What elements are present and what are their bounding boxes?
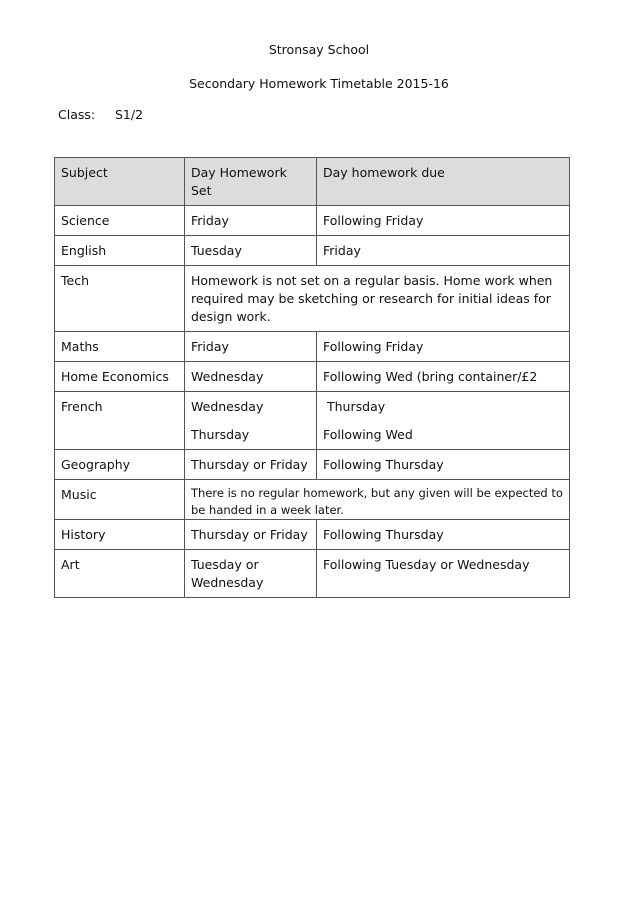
school-name: Stronsay School <box>268 42 370 57</box>
due-day-1: Thursday <box>327 399 386 414</box>
set-cell: Wednesday <box>185 362 317 392</box>
set-cell: Tuesday or Wednesday <box>185 550 317 598</box>
subject-cell: French <box>55 392 185 450</box>
set-day-1: Wednesday <box>191 399 264 414</box>
due-cell: Friday <box>317 236 570 266</box>
subject-cell: Tech <box>55 266 185 332</box>
set-cell: Friday <box>185 332 317 362</box>
due-cell <box>317 392 570 450</box>
set-cell: Thursday or Friday <box>185 520 317 550</box>
table-row <box>55 520 570 550</box>
set-day-2: Thursday <box>191 427 250 442</box>
due-cell: Following Thursday <box>317 520 570 550</box>
set-cell: Thursday or Friday <box>185 450 317 480</box>
subject-cell: History <box>55 520 185 550</box>
due-cell: Following Thursday <box>317 450 570 480</box>
header-day-set: Day Homework Set <box>185 158 317 206</box>
table-row <box>55 236 570 266</box>
set-cell: Tuesday <box>185 236 317 266</box>
subject-cell: English <box>55 236 185 266</box>
due-day-2: Following Wed <box>323 427 413 442</box>
due-cell: Following Wed (bring container/£2 <box>317 362 570 392</box>
header-subject: Subject <box>55 158 185 206</box>
class-value: S1/2 <box>115 107 144 122</box>
homework-timetable <box>54 157 570 598</box>
table-row <box>55 206 570 236</box>
class-label: Class: <box>58 107 96 122</box>
table-row <box>55 450 570 480</box>
due-cell: Following Friday <box>317 206 570 236</box>
table-row <box>55 362 570 392</box>
table-row <box>55 480 570 520</box>
subject-cell: Science <box>55 206 185 236</box>
note-cell: There is no regular homework, but any given will be expected to be handed in a week later. <box>185 480 570 520</box>
header-day-due: Day homework due <box>317 158 570 206</box>
subject-cell: Music <box>55 480 185 520</box>
note-cell: Homework is not set on a regular basis. Home work when required may be sketching or research for initial ideas for design work. <box>185 266 570 332</box>
table-row <box>55 550 570 598</box>
table-row <box>55 332 570 362</box>
due-cell: Following Friday <box>317 332 570 362</box>
subject-cell: Home Economics <box>55 362 185 392</box>
due-cell: Following Tuesday or Wednesday <box>317 550 570 598</box>
table-row <box>55 266 570 332</box>
set-cell: Friday <box>185 206 317 236</box>
page-title: Secondary Homework Timetable 2015-16 <box>189 76 449 91</box>
set-cell <box>185 392 317 450</box>
table-header-row <box>55 158 570 206</box>
subject-cell: Maths <box>55 332 185 362</box>
table-row <box>55 392 570 450</box>
subject-cell: Art <box>55 550 185 598</box>
subject-cell: Geography <box>55 450 185 480</box>
